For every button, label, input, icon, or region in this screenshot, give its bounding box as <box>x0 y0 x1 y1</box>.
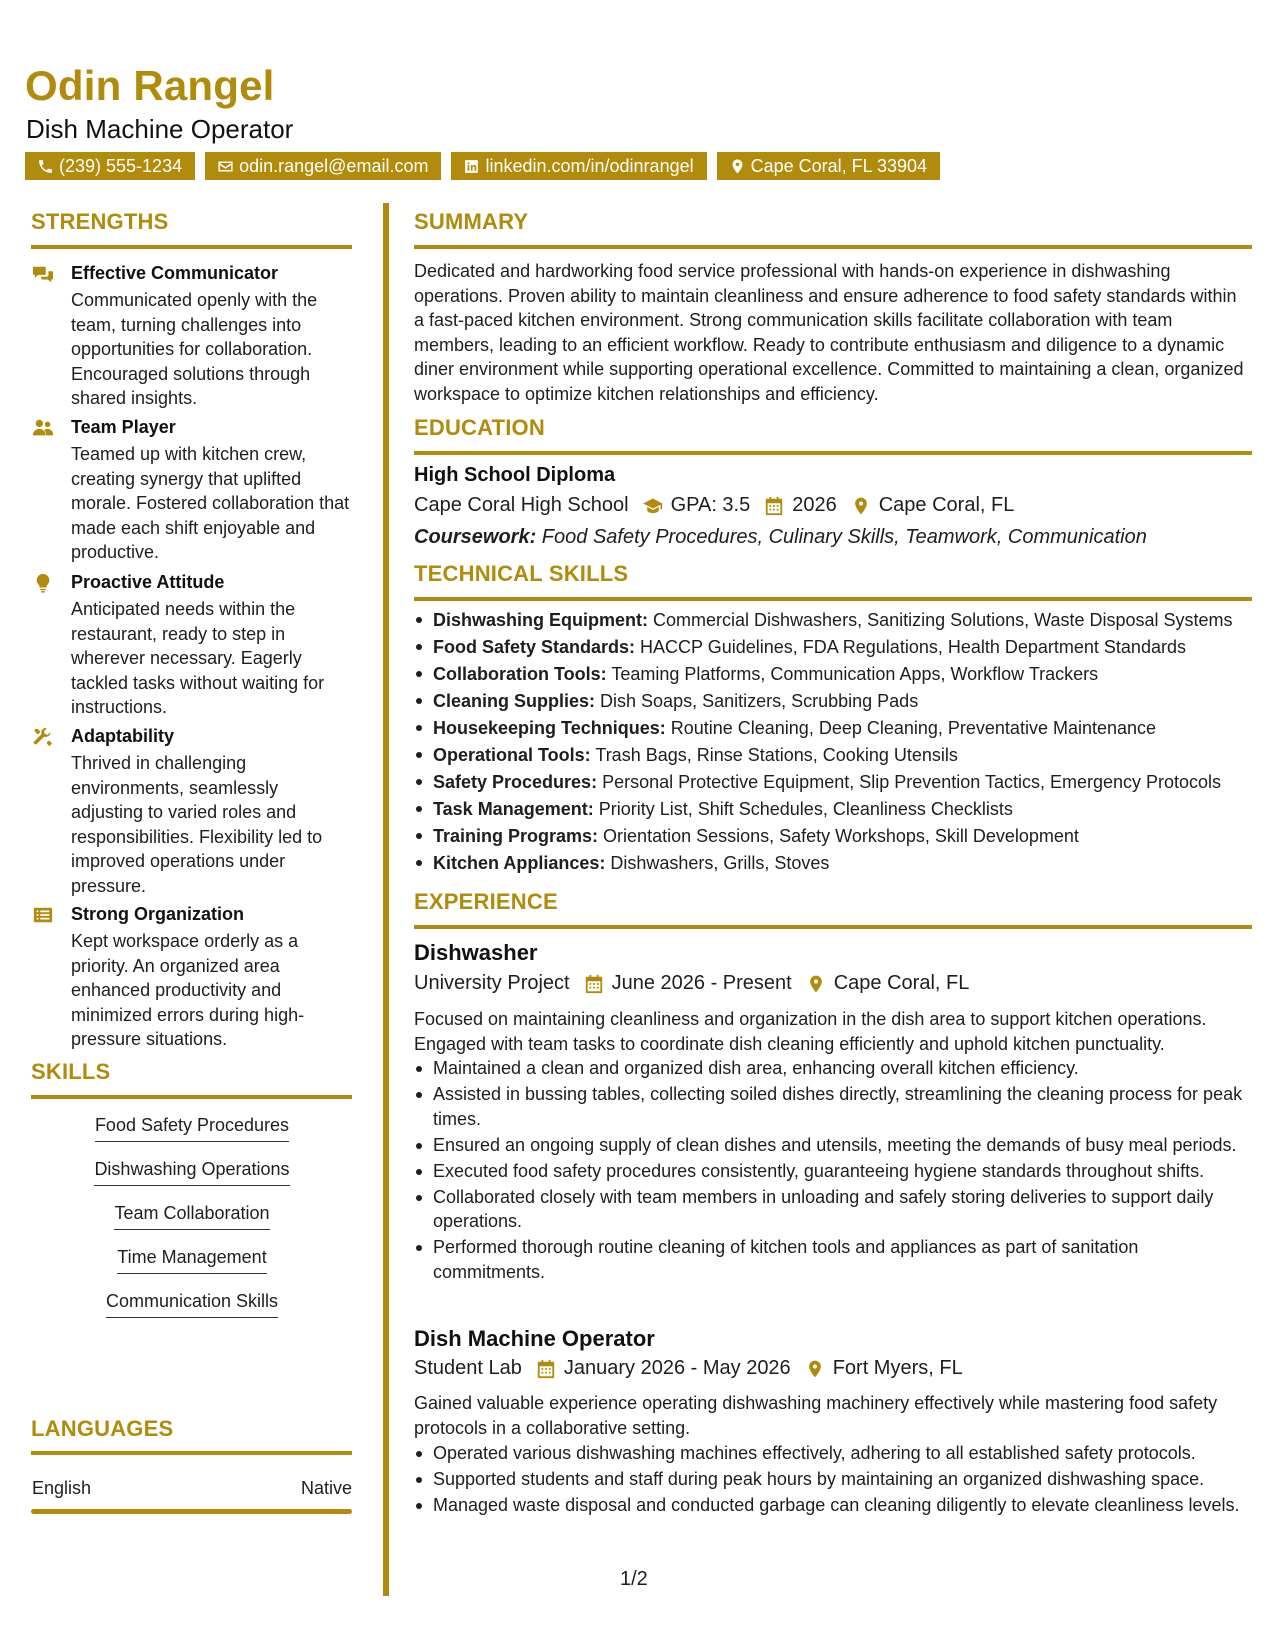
language-name: English <box>32 1478 92 1498</box>
job-dates: June 2026 - Present <box>611 972 792 994</box>
envelope-icon <box>217 158 234 175</box>
page-number: 1/2 <box>620 1568 648 1590</box>
list-item: Ensured an ongoing supply of clean dishes and utensils, meeting the demands of busy meal periods. <box>414 1133 1254 1158</box>
job-title: Dishwasher <box>414 940 538 965</box>
list-item: Food Safety Standards: HACCP Guidelines, FDA Regulations, Health Department Standards <box>414 634 1254 661</box>
job-org: Student Lab <box>414 1357 522 1379</box>
strength-title: Team Player <box>71 417 176 437</box>
email-chip[interactable] <box>205 152 441 180</box>
candidate-name: Odin Rangel <box>25 62 275 109</box>
list-item: Safety Procedures: Personal Protective Equipment, Slip Prevention Tactics, Emergency Protocols <box>414 769 1254 796</box>
job-location: Fort Myers, FL <box>832 1357 963 1379</box>
job-org: University Project <box>414 972 570 994</box>
strengths-rule <box>31 245 352 249</box>
job-dates: January 2026 - May 2026 <box>563 1357 791 1379</box>
skill-item: Food Safety Procedures <box>32 1115 352 1142</box>
skill-item: Communication Skills <box>32 1291 352 1318</box>
education-heading: EDUCATION <box>414 415 545 440</box>
job-location: Cape Coral, FL <box>833 972 970 994</box>
tools-icon <box>32 727 56 747</box>
calendar-icon <box>764 496 784 516</box>
calendar-icon <box>584 974 604 994</box>
coursework <box>414 526 1147 549</box>
linkedin-icon <box>463 158 480 175</box>
experience-heading: EXPERIENCE <box>414 889 558 914</box>
job-summary: Focused on maintaining cleanliness and organization in the dish area to support kitchen operations. Engaged with team tasks to coordinate dish cleaning efficiently and uphold kitchen punctuality. <box>414 1009 1207 1054</box>
strength-title: Proactive Attitude <box>71 572 225 592</box>
lightbulb-icon <box>32 573 56 593</box>
skill-item: Team Collaboration <box>32 1203 352 1230</box>
phone-chip[interactable] <box>25 152 195 180</box>
list-icon <box>32 905 56 925</box>
strength-text: Communicated openly with the team, turning challenges into opportunities for collaboration. Encouraged solutions through shared insights. <box>71 290 318 408</box>
languages-rule <box>31 1451 352 1455</box>
strengths-heading: STRENGTHS <box>31 209 169 234</box>
email-text: odin.rangel@email.com <box>239 156 429 176</box>
language-level: Native <box>300 1478 352 1498</box>
list-item: Dishwashing Equipment: Commercial Dishwashers, Sanitizing Solutions, Waste Disposal Systems <box>414 607 1254 634</box>
summary-text: Dedicated and hardworking food service professional with hands-on experience in dishwashing operations. Proven ability to maintain cleanliness and ensure adherence to food safety standards within a fast-paced kitchen environment. Strong communication skills facilitate collaboration with team members, leading to an efficient workflow. Ready to contribute enthusiasm and diligence to a dynamic diner environment while supporting operational excellence. Committed to maintaining a clean, organized workspace to optimize kitchen relationships and efficiency. <box>414 261 1244 404</box>
linkedin-text: linkedin.com/in/odinrangel <box>485 156 694 176</box>
list-item: Task Management: Priority List, Shift Schedules, Cleanliness Checklists <box>414 796 1254 823</box>
summary-heading: SUMMARY <box>414 209 529 234</box>
school-location: Cape Coral, FL <box>878 494 1015 516</box>
list-item: Supported students and staff during peak hours by maintaining an organized dishwashing space. <box>414 1467 1254 1492</box>
phone-text: (239) 555-1234 <box>59 156 183 176</box>
strength-text: Anticipated needs within the restaurant, ready to step in wherever necessary. Eagerly tackled tasks without waiting for instructions. <box>71 599 325 717</box>
strength-title: Adaptability <box>71 726 175 746</box>
education-meta <box>414 494 1014 517</box>
list-item: Assisted in bussing tables, collecting soiled dishes directly, streamlining the cleaning process for peak times. <box>414 1082 1254 1131</box>
coursework-list: Food Safety Procedures, Culinary Skills, Teamwork, Communication <box>536 526 1147 548</box>
gpa: GPA: 3.5 <box>670 494 751 516</box>
school-name: Cape Coral High School <box>414 494 629 516</box>
skill-item: Dishwashing Operations <box>32 1159 352 1186</box>
education-rule <box>414 451 1252 455</box>
graduation-year: 2026 <box>792 494 837 516</box>
job-bullets <box>414 1056 1254 1286</box>
coursework-label: Coursework: <box>414 526 537 548</box>
skill-item: Time Management <box>32 1247 352 1274</box>
list-item: Cleaning Supplies: Dish Soaps, Sanitizers, Scrubbing Pads <box>414 688 1254 715</box>
skills-heading: SKILLS <box>31 1059 111 1084</box>
list-item: Operated various dishwashing machines effectively, adhering to all established safety protocols. <box>414 1441 1254 1466</box>
list-item: Collaboration Tools: Teaming Platforms, Communication Apps, Workflow Trackers <box>414 661 1254 688</box>
comments-icon <box>32 264 56 284</box>
map-marker-icon <box>806 974 826 994</box>
map-marker-icon <box>851 496 871 516</box>
job-bullets <box>414 1441 1254 1519</box>
list-item: Kitchen Appliances: Dishwashers, Grills, Stoves <box>414 850 1254 877</box>
list-item: Collaborated closely with team members in unloading and safely storing deliveries to support daily operations. <box>414 1185 1254 1234</box>
technical-skills-heading: TECHNICAL SKILLS <box>414 561 629 586</box>
list-item: Housekeeping Techniques: Routine Cleaning, Deep Cleaning, Preventative Maintenance <box>414 715 1254 742</box>
skills-rule <box>31 1095 352 1099</box>
list-item: Maintained a clean and organized dish area, enhancing overall kitchen efficiency. <box>414 1056 1254 1081</box>
job-meta <box>414 1357 963 1380</box>
summary-rule <box>414 245 1252 249</box>
job-meta <box>414 972 969 995</box>
experience-rule <box>414 925 1252 929</box>
map-marker-icon <box>729 158 746 175</box>
location-chip <box>717 152 940 180</box>
strength-text: Kept workspace orderly as a priority. An organized area enhanced productivity and minimized errors during high-pressure situations. <box>71 931 305 1049</box>
map-marker-icon <box>805 1359 825 1379</box>
technical-skills-list <box>414 607 1254 877</box>
strength-title: Effective Communicator <box>71 263 279 283</box>
job-summary: Gained valuable experience operating dishwashing machinery effectively while mastering food safety protocols in a collaborative setting. <box>414 1393 1218 1438</box>
phone-icon <box>37 158 54 175</box>
column-divider <box>383 203 389 1596</box>
list-item: Performed thorough routine cleaning of kitchen tools and appliances as part of sanitation commitments. <box>414 1235 1254 1284</box>
list-item: Managed waste disposal and conducted garbage can cleaning diligently to elevate cleanliness levels. <box>414 1493 1254 1518</box>
linkedin-chip[interactable] <box>451 152 706 180</box>
technical-skills-rule <box>414 597 1252 601</box>
contact-bar <box>25 152 940 180</box>
list-item: Training Programs: Orientation Sessions, Safety Workshops, Skill Development <box>414 823 1254 850</box>
calendar-icon <box>536 1359 556 1379</box>
strength-text: Teamed up with kitchen crew, creating synergy that uplifted morale. Fostered collaboration that made each shift enjoyable and productive. <box>71 444 350 562</box>
language-level-bar <box>31 1509 352 1514</box>
strength-text: Thrived in challenging environments, seamlessly adjusting to varied roles and responsibilities. Flexibility led to improved operations under pressure. <box>71 753 323 896</box>
graduation-cap-icon <box>643 496 663 516</box>
languages-heading: LANGUAGES <box>31 1416 174 1441</box>
strength-title: Strong Organization <box>71 904 244 924</box>
job-title: Dish Machine Operator <box>414 1326 655 1351</box>
list-item: Operational Tools: Trash Bags, Rinse Stations, Cooking Utensils <box>414 742 1254 769</box>
list-item: Executed food safety procedures consistently, guaranteeing hygiene standards throughout shifts. <box>414 1159 1254 1184</box>
location-text: Cape Coral, FL 33904 <box>750 156 928 176</box>
candidate-title: Dish Machine Operator <box>26 114 294 144</box>
language-row <box>32 1478 352 1499</box>
users-icon <box>32 418 56 438</box>
degree: High School Diploma <box>414 464 616 486</box>
